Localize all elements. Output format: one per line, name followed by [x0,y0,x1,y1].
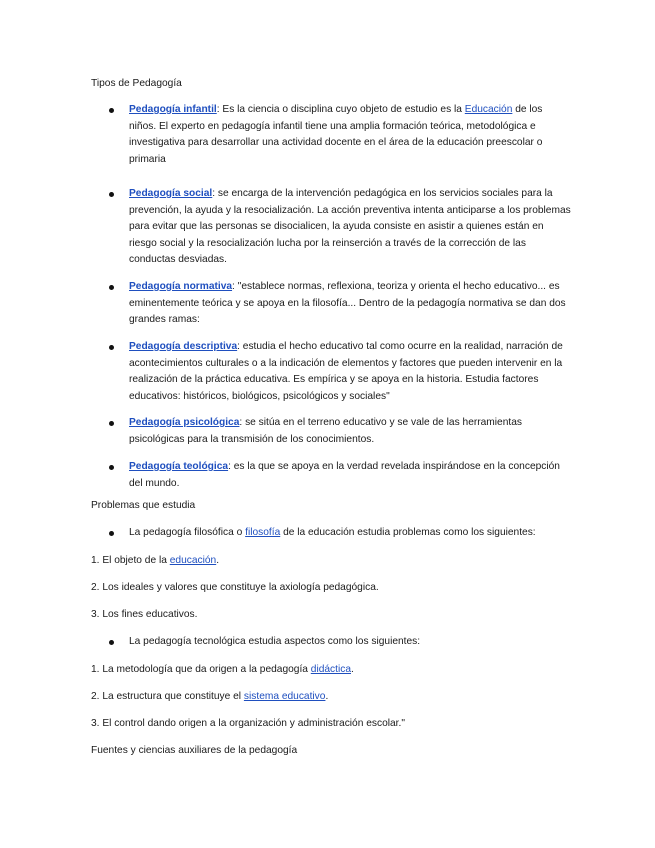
item-text-tail: de la educación estudia problemas como los siguientes: [280,527,536,538]
problemas-bullet-2 [91,634,571,651]
sistema-educativo-link[interactable]: sistema educativo [243,691,326,702]
educacion-link[interactable]: educación [169,555,217,566]
item-text: : estudia el hecho educativo tal como ocurre en la realidad, narración de acontecimientos culturales o a la indicación de elementos y factores que pueden intervenir en la realización de la práctica educativa. Es empírica y se apoya en la historia. Estudia factores educativos: históricos, biológicos, psicológicos y sociales" [129,341,563,402]
didactica-link[interactable]: didáctica [310,664,351,675]
educacion-link[interactable]: Educación [464,104,513,115]
item-text-tail: . [216,555,220,566]
list-item [91,339,571,415]
problem-item-1 [91,553,571,570]
list-item [91,102,571,186]
item-text: : Es la ciencia o disciplina cuyo objeto de estudio es la [216,104,465,115]
item-text: 1. El objeto de la [91,555,170,566]
heading-tipos: Tipos de Pedagogía [91,78,182,89]
item-text: La pedagogía filosófica o [129,527,246,538]
problem-item-2: 2. Los ideales y valores que constituye la axiología pedagógica. [91,582,379,593]
item-text: 1. La metodología que da origen a la pedagogía [91,664,311,675]
item-text-tail: de los niños. El experto en pedagogía infantil tiene una amplia formación teórica, metodológica e investigativa para desarrollar una actividad docente en el área de la educación preescolar o primaria [129,104,543,165]
term-link[interactable]: Pedagogía social [129,188,213,199]
problem-item-6: 3. El control dando origen a la organización y administración escolar." [91,718,405,729]
item-text: : "establece normas, reflexiona, teoriza y orienta el hecho educativo... es eminentemente teórica y se apoya en la filosofía... Dentro de la pedagogía normativa se dan dos grandes ramas: [129,281,566,326]
list-item [91,415,571,459]
problemas-bullet-1 [91,525,571,542]
problem-item-5 [91,689,571,706]
item-text: : se sitúa en el terreno educativo y se vale de las herramientas psicológicas para la transmisión de los conocimientos. [129,417,522,445]
term-link[interactable]: Pedagogía descriptiva [129,341,238,352]
heading-problemas: Problemas que estudia [91,500,196,511]
filosofia-link[interactable]: filosofía [245,527,281,538]
item-text: : se encarga de la intervención pedagógica en los servicios sociales para la prevención, la ayuda y la resocialización. La acción preventiva intenta anticiparse a los problemas para evitar que las personas se disocialicen, la ayuda consiste en asistir a quienes están en riesgo social y la resocialización lucha por la reinserción a través de la corrección de las conductas desviadas. [129,188,571,266]
term-link[interactable]: Pedagogía psicológica [129,417,240,428]
term-link[interactable]: Pedagogía teológica [129,461,229,472]
list-item [91,459,571,492]
list-item: La pedagogía tecnológica estudia aspectos como los siguientes: [91,634,571,651]
list-item [91,279,571,339]
list-item [91,525,571,542]
item-text: 2. La estructura que constituye el [91,691,244,702]
item-text-tail: . [325,691,329,702]
problem-item-4 [91,662,571,679]
term-link[interactable]: Pedagogía normativa [129,281,233,292]
tipos-list [91,102,571,492]
heading-fuentes: Fuentes y ciencias auxiliares de la pedagogía [91,745,298,756]
term-link[interactable]: Pedagogía infantil [129,104,217,115]
item-text: : es la que se apoya en la verdad revelada inspirándose en la concepción del mundo. [129,461,560,489]
item-text-tail: . [351,664,354,675]
list-item [91,186,571,279]
problem-item-3: 3. Los fines educativos. [91,609,198,620]
